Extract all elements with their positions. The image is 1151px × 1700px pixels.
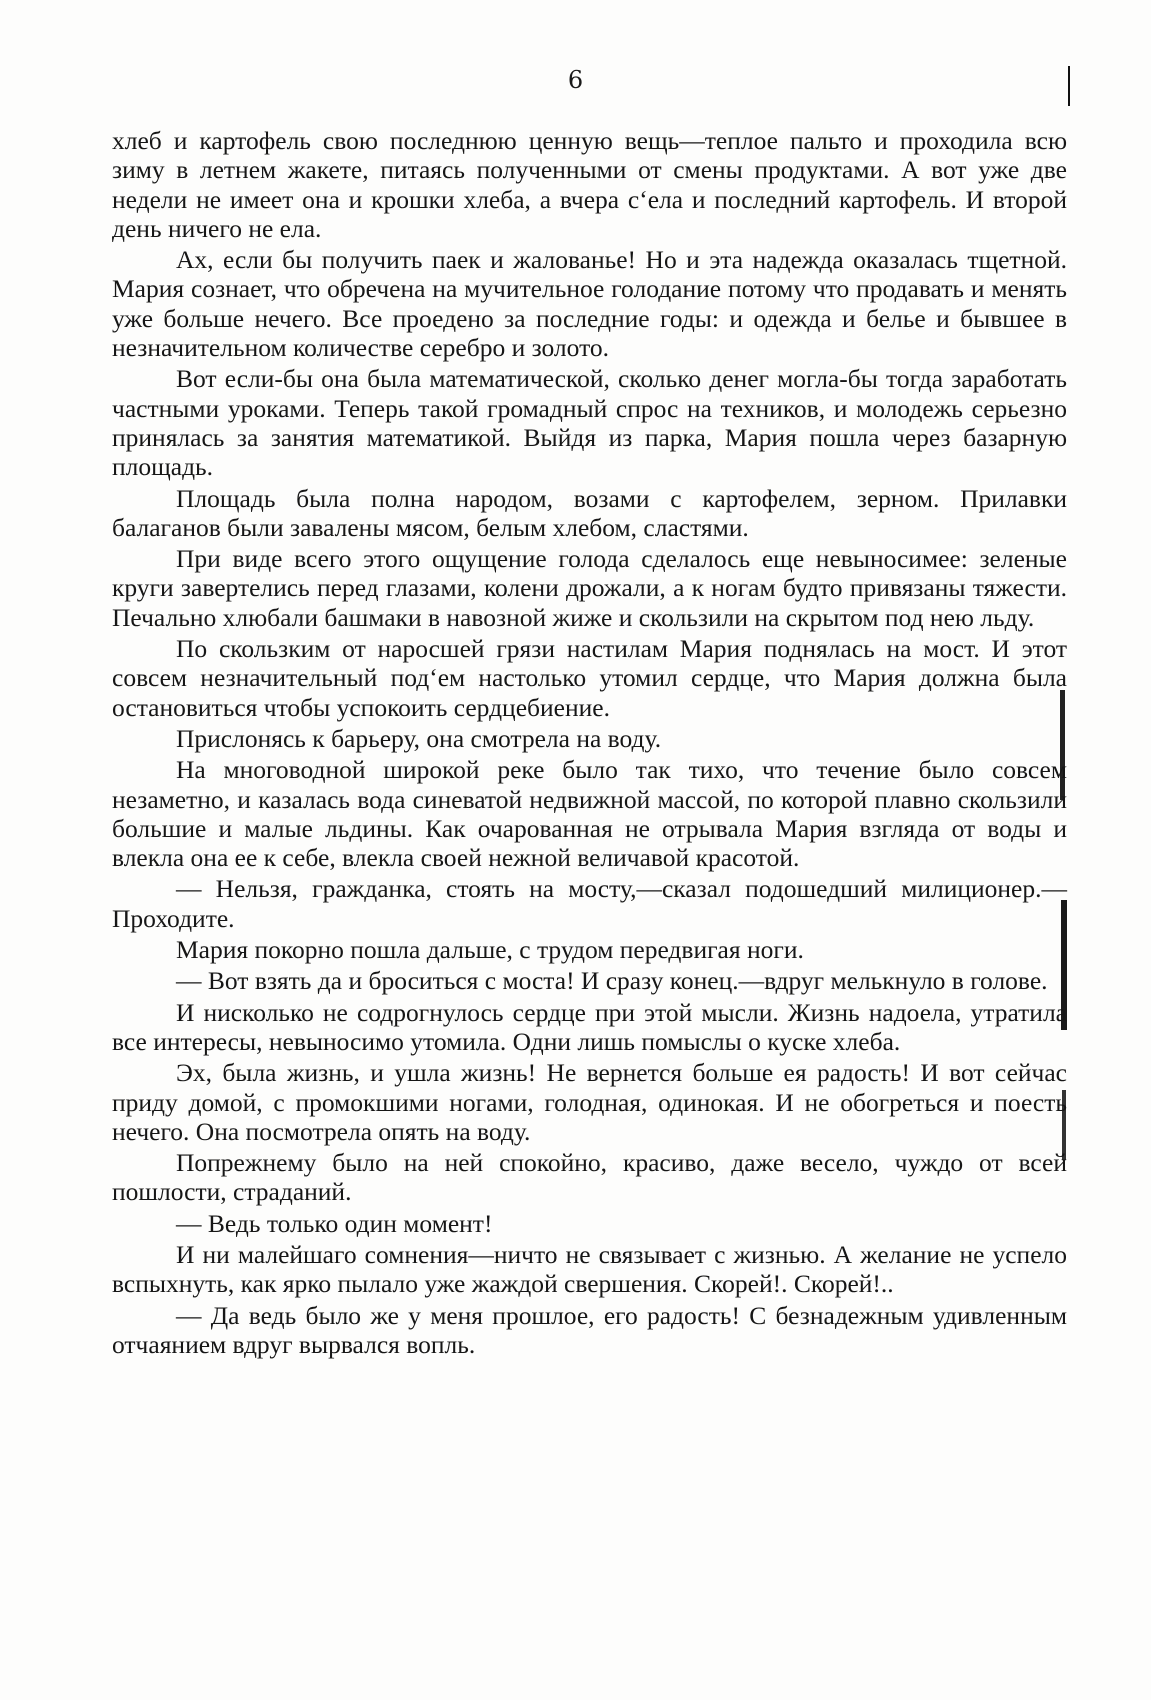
paragraph: — Нельзя, гражданка, стоять на мосту,—сказал подошедший милиционер.—Проходите. xyxy=(112,874,1067,933)
paragraph: — Да ведь было же у меня прошлое, его радость! С безнадежным удивленным отчаянием вдруг вырвался вопль. xyxy=(112,1300,1067,1359)
paragraph: И ни малейшаго сомнения—ничто не связывает с жизнью. А желание не успело вспыхнуть, как ярко пылало уже жаждой свершения. Скорей!. Скорей!.. xyxy=(112,1239,1067,1299)
paragraph: При виде всего этого ощущение голода сделалось еще невыносимее: зеленые круги завертелись перед глазами, колени дрожали, а к ногам будто привязаны тяжести. Печально хлюбали башмаки в навозной жиже и скользили на скрытом под нею льду. xyxy=(112,544,1067,632)
paragraph: Мария покорно пошла дальше, с трудом передвигая ноги. xyxy=(176,935,804,965)
paragraph: Ах, если бы получить паек и жалованье! Но и эта надежда оказалась тщетной. Мария сознает, что обречена на мучительное голодание потому что продавать и менять уже больше нечего. Все проедено за последние годы: и одежда и белье и бывшее в незначительном количестве серебро и золото. xyxy=(112,245,1067,363)
paragraph: Попрежнему было на ней спокойно, красиво, даже весело, чуждо от всей пошлости, страданий. xyxy=(112,1148,1067,1207)
paragraph: На многоводной широкой реке было так тихо, что течение было совсем незаметно, и казалась вода синеватой недвижной массой, по которой плавно скользили большие и малые льдины. Как очарованная не отрывала Мария взгляда от воды и влекла она ее к себе, влекла своей нежной величавой красотой. xyxy=(112,755,1067,873)
paragraph: — Ведь только один момент! xyxy=(176,1208,493,1238)
paragraph: Прислонясь к барьеру, она смотрела на воду. xyxy=(176,723,662,753)
scan-edge-mark xyxy=(1068,66,1070,106)
paragraph: Площадь была полна народом, возами с картофелем, зерном. Прилавки балаганов были завалены мясом, белым хлебом, сластями. xyxy=(112,483,1067,542)
paragraph: И нисколько не содрогнулось сердце при этой мысли. Жизнь надоела, утратила все интересы, невыносимо утомила. Одни лишь помыслы о куске хлеба. xyxy=(112,997,1067,1056)
paragraph: хлеб и картофель свою последнюю ценную вещь—теплое пальто и проходила всю зиму в летнем жакете, питаясь полученными от смены продуктами. А вот уже две недели не имеет она и крошки хлеба, а вчера с‘ела и последний картофель. И второй день ничего не ела. xyxy=(112,126,1067,243)
body-text xyxy=(112,126,1067,1361)
paragraph: По скользким от наросшей грязи настилам Мария поднялась на мост. И этот совсем незначительный под‘ем настолько утомил сердце, что Мария должна была остановиться чтобы успокоить сердцебиение. xyxy=(112,634,1067,722)
page-number: 6 xyxy=(567,66,584,94)
paragraph: Вот если-бы она была математической, сколько денег могла-бы тогда заработать частными уроками. Теперь такой громадный спрос на техников, и молодежь серьезно принялась за занятия математикой. Выйдя из парка, Мария пошла через базарную площадь. xyxy=(112,364,1067,482)
paragraph: Эх, была жизнь, и ушла жизнь! Не вернется больше ея радость! И вот сейчас приду домой, с промокшими ногами, голодная, одинокая. И не обогреться и поесть нечего. Она посмотрела опять на воду. xyxy=(112,1058,1067,1146)
paragraph: — Вот взять да и броситься с моста! И сразу конец.—вдруг мелькнуло в голове. xyxy=(176,966,1048,996)
